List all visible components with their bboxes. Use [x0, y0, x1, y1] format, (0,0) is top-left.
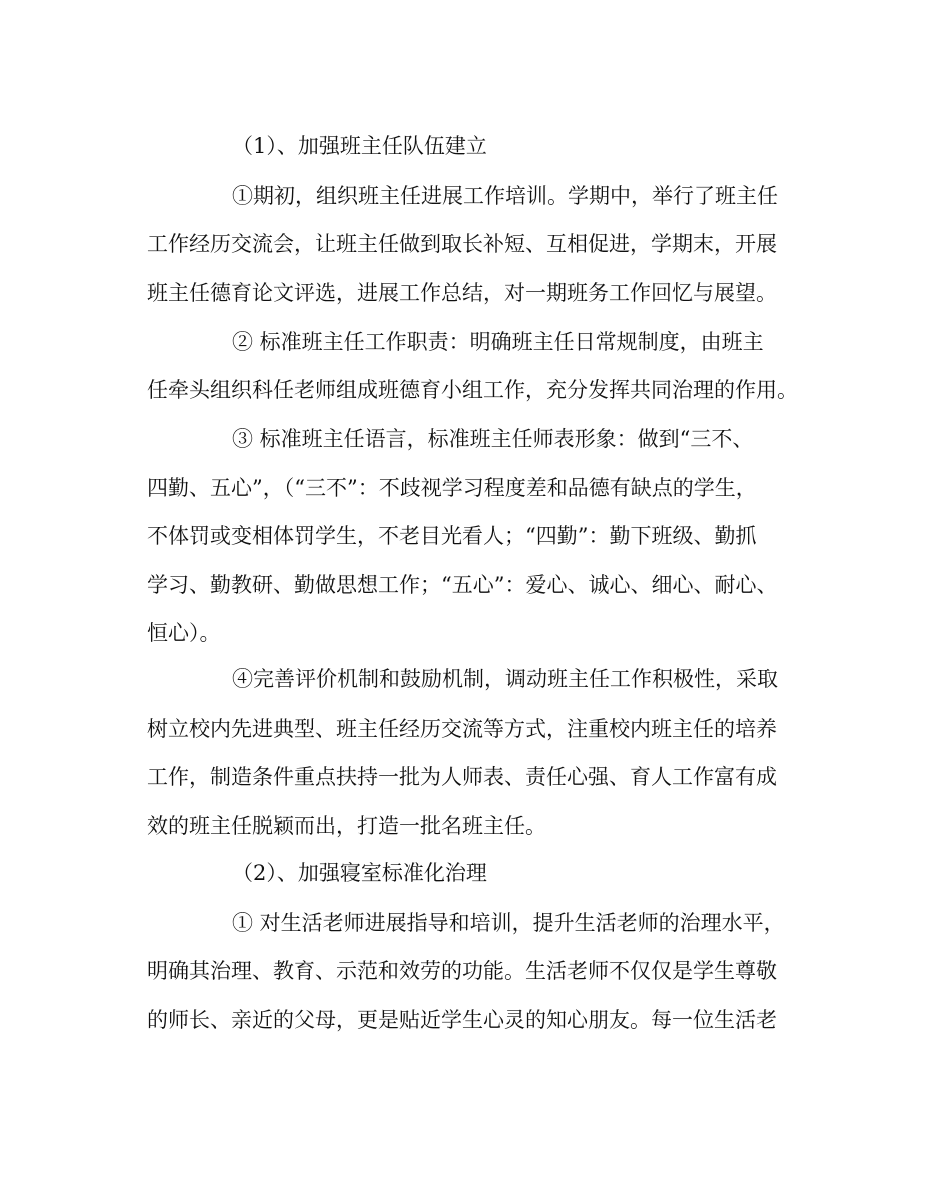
paragraph-line: 明确其治理、教育、示范和效劳的功能。生活老师不仅仅是学生尊敬	[147, 959, 777, 983]
paragraph-line: ①期初，组织班主任进展工作培训。学期中，举行了班主任	[232, 184, 778, 208]
paragraph-line: 班主任德育论文评选，进展工作总结，对一期班务工作回忆与展望。	[147, 281, 777, 305]
paragraph-line: ① 对生活老师进展指导和培训，提升生活老师的治理水平，	[232, 911, 785, 935]
paragraph-line: 工作经历交流会，让班主任做到取长补短、互相促进，学期末，开展	[147, 232, 777, 256]
paragraph-line: ④完善评价机制和鼓励机制，调动班主任工作积极性，采取	[232, 667, 778, 691]
paragraph-line: 的师长、亲近的父母，更是贴近学生心灵的知心朋友。每一位生活老	[147, 1008, 777, 1032]
section-heading-2: （2）、加强寝室标准化治理	[232, 861, 487, 885]
paragraph-line: ③ 标准班主任语言，标准班主任师表形象：做到“三不、	[232, 427, 754, 451]
paragraph-line: 效的班主任脱颖而出，打造一批名班主任。	[147, 814, 546, 838]
paragraph-line: 不体罚或变相体罚学生，不老目光看人；“四勤”：勤下班级、勤抓	[147, 524, 757, 548]
paragraph-line: 树立校内先进典型、班主任经历交流等方式，注重校内班主任的培养	[147, 717, 777, 741]
paragraph-line: 恒心）。	[147, 621, 221, 645]
paragraph-line: 四勤、五心”，（“三不”：不歧视学习程度差和品德有缺点的学生，	[147, 476, 757, 500]
paragraph-line: ② 标准班主任工作职责：明确班主任日常规制度，由班主	[232, 330, 764, 354]
paragraph-line: 任牵头组织科任老师组成班德育小组工作，充分发挥共同治理的作用。	[147, 378, 798, 402]
section-heading-1: （1）、加强班主任队伍建立	[232, 134, 487, 158]
paragraph-line: 工作，制造条件重点扶持一批为人师表、责任心强、育人工作富有成	[147, 765, 777, 789]
paragraph-line: 学习、勤教研、勤做思想工作；“五心”：爱心、诚心、细心、耐心、	[147, 573, 778, 597]
